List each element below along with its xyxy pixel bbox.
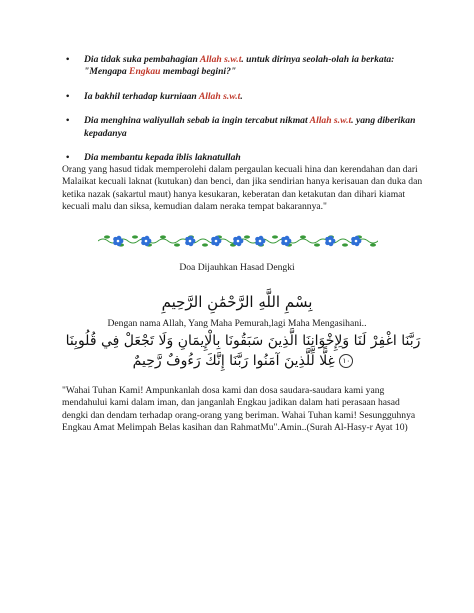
bullet-text: Dia tidak suka pembahagian: [84, 54, 200, 65]
leaf-shape: [370, 243, 376, 246]
bullet-text: Ia bakhil terhadap kurniaan: [84, 90, 199, 102]
bullet-text: Dia membantu kepada iblis laknatullah: [84, 152, 241, 164]
bullet-text: .: [240, 90, 243, 102]
highlight-text: Allah s.w.t: [309, 115, 352, 127]
leaf-shape: [132, 235, 138, 238]
ayat-line-2: [62, 353, 424, 369]
bullet-item: [62, 54, 422, 79]
bullet-dot: •: [66, 115, 70, 127]
leaf-shape: [272, 235, 278, 238]
ayat-number-mark: ١٠: [339, 354, 353, 368]
flower-icon: [233, 236, 243, 247]
bullet-item: [62, 91, 422, 103]
bismillah-arabic: بِسْمِ اللَّهِ الرَّحْمَٰنِ الرَّحِيمِ: [161, 293, 313, 311]
bullet-text: . yang diberikan kepadanya: [84, 115, 416, 139]
leaf-shape: [314, 243, 320, 246]
bullet-item: [62, 152, 422, 164]
leaf-shape: [104, 235, 110, 238]
highlight-text: Allah s.w.t: [198, 90, 241, 102]
bismillah-translation: Dengan nama Allah, Yang Maha Pemurah,lagi Maha Mengasihani..: [107, 318, 367, 329]
bullet-text: Dia menghina waliyullah sebab ia ingin tercabut nikmat: [84, 115, 310, 127]
highlight-text: Allah s.w.t: [199, 54, 242, 65]
ayat-line-2-text: غِلًّا لِّلَّذِينَ آمَنُوا رَبَّنَا إِنَّكَ رَءُوفٌ رَّحِيمٌ: [132, 353, 335, 369]
doa-title: Doa Dijauhkan Hasad Dengki: [179, 262, 295, 273]
doa-translation: "Wahai Tuhan Kami! Ampunkanlah dosa kami dan dosa saudara-saudara kami yang mendahului kami dalam iman, dan janganlah Engkau jadikan dalam hati perasaan hasad dengki dan dendam terhadap orang-orang yang beriman. Wahai Tuhan kami! Sesungguhnya Engkau Amat Melimpah Belas kasihan dan RahmatMu".Amin..(Surah Al-Hasy-r Ayat 10): [62, 385, 416, 434]
bullet-list: [62, 54, 422, 176]
floral-divider: [98, 232, 378, 250]
bullet-item: [62, 115, 422, 140]
leaf-shape: [160, 235, 166, 238]
ayat-line-1: رَبَّنَا اغْفِرْ لَنَا وَلِإِخْوَانِنَا الَّذِينَ سَبَقُونَا بِالْإِيمَانِ وَلَا تَجْعَلْ فِي قُلُوبِنَا: [65, 333, 421, 349]
bullet-dot: •: [66, 152, 70, 164]
bullet-dot: •: [66, 90, 70, 102]
leaf-shape: [300, 235, 306, 238]
bullet-text: membagi begini?": [160, 66, 237, 78]
leaf-shape: [342, 243, 348, 246]
hasud-paragraph: Orang yang hasud tidak memperolehi dalam pergaulan kecuali hina dan kerendahan dan dari Malaikat kecuali laknat (kutukan) dan benci, dan jika sendirian hanya kerisauan dan duka dan ketika nazak (sakartul maut) hanya kesukaran, keberatan dan ketakutan dan dihari kiamat kecuali malu dan siksa, kemudian dalam neraka tempat bakarannya.": [62, 164, 423, 213]
leaf-shape: [244, 235, 250, 238]
bullet-text: . untuk dirinya seolah-olah ia berkata: "Mengapa: [84, 54, 395, 78]
highlight-text: Engkau: [129, 66, 161, 78]
bullet-dot: •: [66, 54, 70, 65]
leaf-shape: [174, 243, 180, 246]
leaf-shape: [202, 243, 208, 246]
